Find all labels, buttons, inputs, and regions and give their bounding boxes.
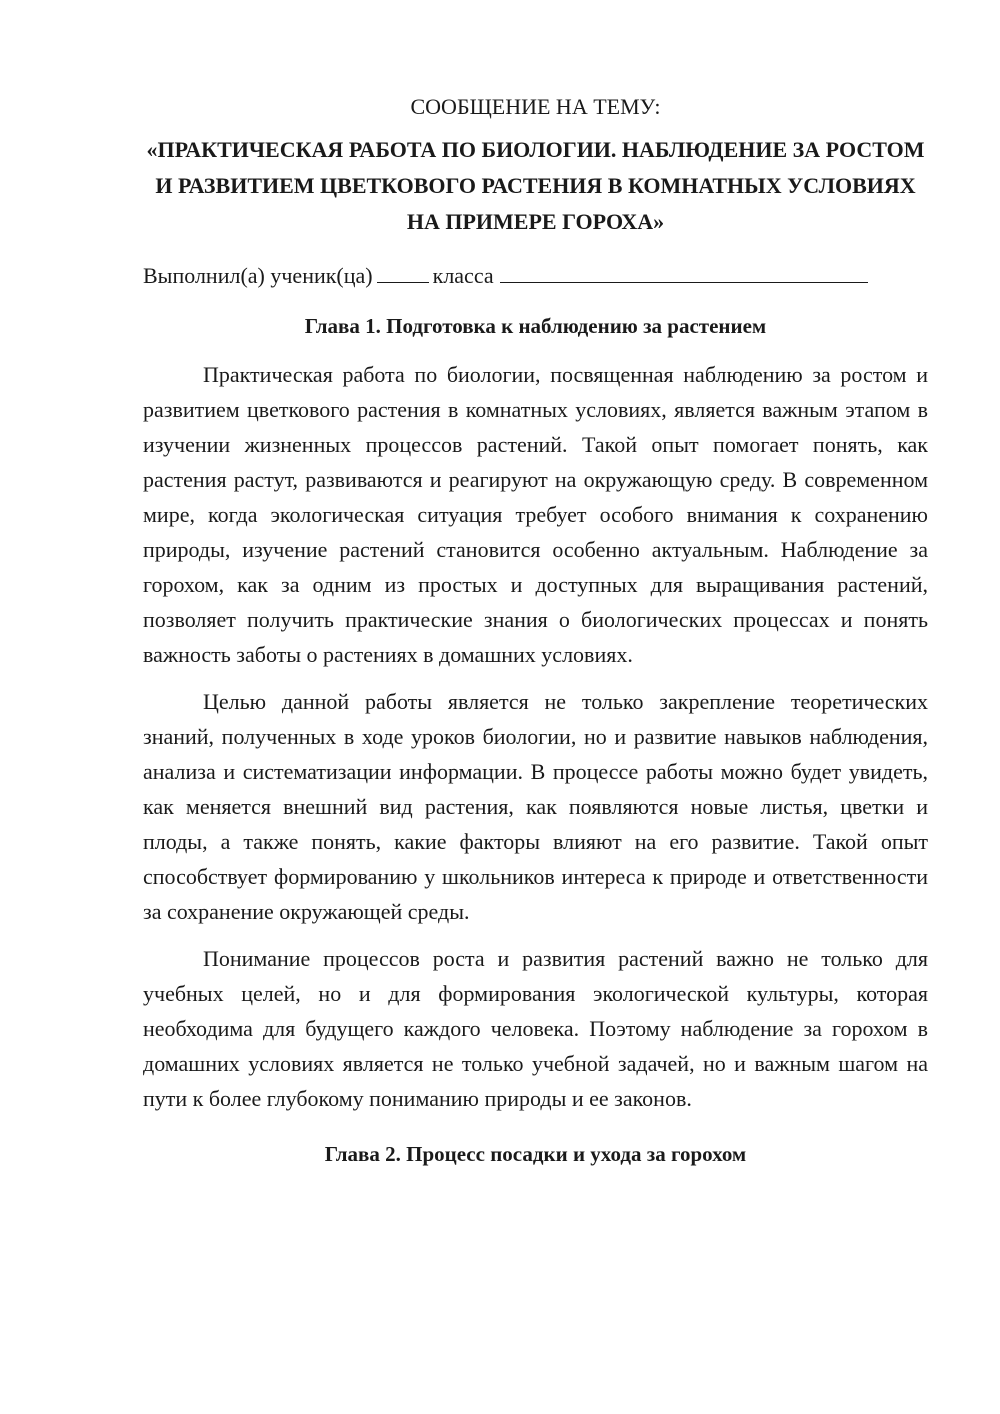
student-name-blank [500,262,868,283]
document-heading: СООБЩЕНИЕ НА ТЕМУ: [410,94,661,119]
chapter-1-paragraph-3: Понимание процессов роста и развития растений важно не только для учебных целей, но и для формирования экологической культуры, которая необходима для будущего каждого человека. Поэтому наблюдение за горохом в домашних условиях является не только учебной задачей, но и важным шагом на пути к более глубокому пониманию природы и ее законов. [143,946,928,1111]
chapter-1-title: Глава 1. Подготовка к наблюдению за растением [304,314,767,338]
class-label: класса [432,263,494,288]
chapter-2-title: Глава 2. Процесс посадки и ухода за горохом [324,1142,747,1166]
author-line [143,261,928,291]
class-number-blank [377,262,429,283]
chapter-1-paragraph-1: Практическая работа по биологии, посвященная наблюдению за ростом и развитием цветкового растения в комнатных условиях, является важным этапом в изучении жизненных процессов растений. Такой опыт помогает понять, как растения растут, развиваются и реагируют на окружающую среду. В современном мире, когда экологическая ситуация требует особого внимания к сохранению природы, изучение растений становится особенно актуальным. Наблюдение за горохом, как за одним из простых и доступных для выращивания растений, позволяет получить практические знания о биологических процессах и понять важность заботы о растениях в домашних условиях. [143,362,928,667]
chapter-1-paragraph-2: Целью данной работы является не только закрепление теоретических знаний, полученных в ходе уроков биологии, но и развитие навыков наблюдения, анализа и систематизации информации. В процессе работы можно будет увидеть, как меняется внешний вид растения, как появляются новые листья, цветки и плоды, а также понять, какие факторы влияют на его развитие. Такой опыт способствует формированию у школьников интереса к природе и ответственности за сохранение окружающей среды. [143,689,928,924]
author-prefix: Выполнил(а) ученик(ца) [143,263,373,288]
page-content [143,92,928,1169]
document-title: «ПРАКТИЧЕСКАЯ РАБОТА ПО БИОЛОГИИ. НАБЛЮДЕНИЕ ЗА РОСТОМ И РАЗВИТИЕМ ЦВЕТКОВОГО РАСТЕНИЯ В КОМНАТНЫХ УСЛОВИЯХ НА ПРИМЕРЕ ГОРОХА» [146,137,925,234]
